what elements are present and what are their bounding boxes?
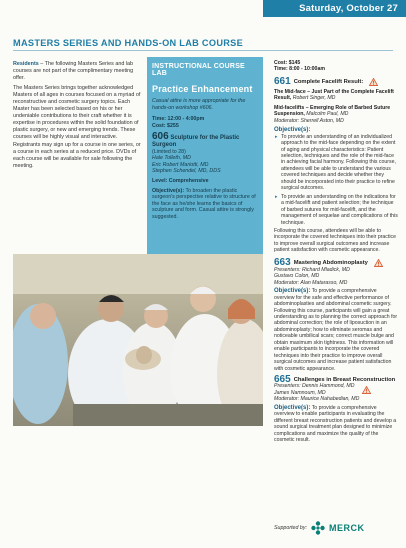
course-661-heading (274, 75, 398, 87)
masters-description: The Masters Series brings together acknowledged Masters of all ages in courses focused on a myriad of reconstructive and cosmetic surgery topics. Each Master has been selected based on his or her undeniable contributions to their craft whether it is expertise in procedures within the solid foundation of plastic surgery, or new and emerging trends. These courses will be highly visual and interactive. Registrants may sign up for a course in one series, or a course in each series at a reduced price. DVDs of each course will be available for sale following the meeting. (13, 85, 141, 169)
intro-column (13, 61, 141, 173)
sub1-presenter: Robert Singer, MD (292, 95, 336, 102)
course-661-objectives (275, 134, 398, 226)
residents-text: – The following Masters Series and lab courses are not part of the complimentary meeting offer. (13, 61, 134, 82)
course-665-presenter: Presenters: Dennis Hammond, MD (274, 383, 355, 390)
course-665-number: 665 (274, 374, 291, 386)
course-606-level: Level: Comprehensive (152, 177, 209, 184)
masters-cost: Cost: $145 (274, 60, 301, 66)
course-606-presenter: Eric Robert Mariotti, MD (152, 161, 209, 168)
objective-text: To broaden the plastic surgeon's perspective relative to structure of the face as he/she learns the basics of sculpture and form. Casual attire is strongly suggested. (152, 187, 256, 220)
course-665-objective (274, 405, 398, 444)
residents-label: Residents (13, 61, 39, 67)
course-661-moderator: Moderator: Sherrell Aston, MD (274, 117, 344, 124)
lab-heading: INSTRUCTIONAL COURSE LAB (152, 63, 245, 77)
course-663-presenter: Presenters: Richard Mladick, MD (274, 266, 350, 273)
course-606-limit: (Limited to 28) (152, 148, 186, 155)
course-665-objective-label: Objective(s): (274, 404, 311, 411)
sub1-title: The Mid-face – Just Part of the Complete Facelift Result, (274, 88, 394, 102)
page-title: MASTERS SERIES AND HANDS-ON LAB COURSE (13, 38, 244, 48)
course-606-heading (152, 131, 258, 148)
objective-item: ▸ To provide an understanding of an individualized approach to the mid-face depending on the extent of aging and physical characteristics: Patient selection, techniques and the role of the mid-face in achieving facial harmony. Following this course, attendees will be able to understand the various covered techniques and decide whether they should be incorporated into their practice to refine surgical outcomes. (275, 134, 398, 192)
warning-icon (374, 259, 383, 267)
date-banner: Saturday, October 27 (263, 0, 406, 17)
course-665-moderator: Moderator: Maurice Nahabedian, MD (274, 396, 360, 403)
sub2-presenter: Malcolm Paul, MD (306, 111, 349, 118)
course-665-objective-text: To provide a comprehensive overview to enable participants in evaluating the different breast reconstruction patients and develop a sound surgical treatment plan designed to minimize complications and maximize the quality of the cosmetic result. (274, 404, 397, 444)
course-663-objective-text: To provide a comprehensive overview for the safe and effective performance of abdominoplasties and abdominal cosmetic surgery. Following this course, participants will gain a great understanding as to planning the correct approach for abdominal correction; the role of liposuction in an abdominoplasty; how to eliminate seromas and noticeable umbilical scars; correct muscle bulge and obtain maximum skin tightness. This information will enable participants to incorporate the covered techniques into their practice to improve overall surgical outcomes and increase patient satisfaction with cosmetic appearance. (274, 288, 398, 372)
supported-by-label: Supported by: (274, 525, 307, 531)
residents-note (13, 61, 141, 82)
sub2-title: Mid-facelifts – Emerging Role of Barbed Suture Suspension, (274, 104, 391, 118)
course-663-heading (274, 256, 398, 268)
lab-name: Practice Enhancement (152, 84, 253, 94)
right-column (274, 60, 398, 444)
course-663-presenter: Gustavo Colon, MD (274, 273, 320, 280)
warning-icon (369, 78, 378, 86)
surgeons-photo (13, 254, 263, 426)
lab-time: Time: 12:00 - 4:00pm (152, 116, 205, 123)
course-663-objective (274, 288, 398, 372)
course-606-number: 606 (152, 131, 169, 143)
title-divider (13, 50, 393, 51)
merck-logo-icon (311, 521, 325, 535)
course-606-objective (152, 188, 258, 221)
course-606-presenter: Hale Tolleth, MD (152, 155, 191, 162)
sponsor-credit (274, 521, 364, 535)
course-665-presenters-row (274, 383, 398, 402)
course-661-closing: Following this course, attendees will be able to incorporate the covered techniques into their practice to improve overall surgical outcomes and increase patient satisfaction with cosmetic appearance. (274, 227, 396, 254)
course-661-number: 661 (274, 75, 291, 87)
objective-item: ▸ To provide an understanding on the indications for a mid-facelift and patient selection; the technique of barbed sutures for mid-facelift, and the management of sequelae and complications of this technique. (275, 194, 398, 226)
course-661-title: Complete Facelift Result: (293, 78, 364, 85)
warning-icon (362, 386, 371, 394)
course-663-number: 663 (274, 256, 291, 268)
course-663-objective-label: Objective(s): (274, 288, 311, 295)
course-661-objective-label: Objective(s): (274, 127, 311, 134)
sponsor-name: MERCK (328, 523, 365, 533)
course-665-presenter: James Namnoum, MD (274, 389, 326, 396)
course-606-title: Sculpture for the Plastic Surgeon (152, 135, 240, 148)
course-665-title: Challenges in Breast Reconstruction (293, 377, 396, 384)
course-606-presenter: Stephen Schendel, MD, DDS (152, 168, 221, 175)
course-661-sub2 (274, 105, 398, 118)
course-661-sub1 (274, 89, 398, 102)
course-665-people (274, 383, 359, 402)
masters-time: Time: 8:00 - 10:00am (274, 66, 325, 73)
objective-label: Objective(s): (152, 187, 185, 194)
lab-cost: Cost: $255 (152, 122, 179, 129)
lab-note: Casual attire is more appropriate for the hands-on workshop #606. (152, 98, 246, 111)
course-663-moderator: Moderator: Alan Matarasso, MD (274, 279, 348, 286)
course-663-title: Mastering Abdominoplasty (293, 259, 368, 266)
